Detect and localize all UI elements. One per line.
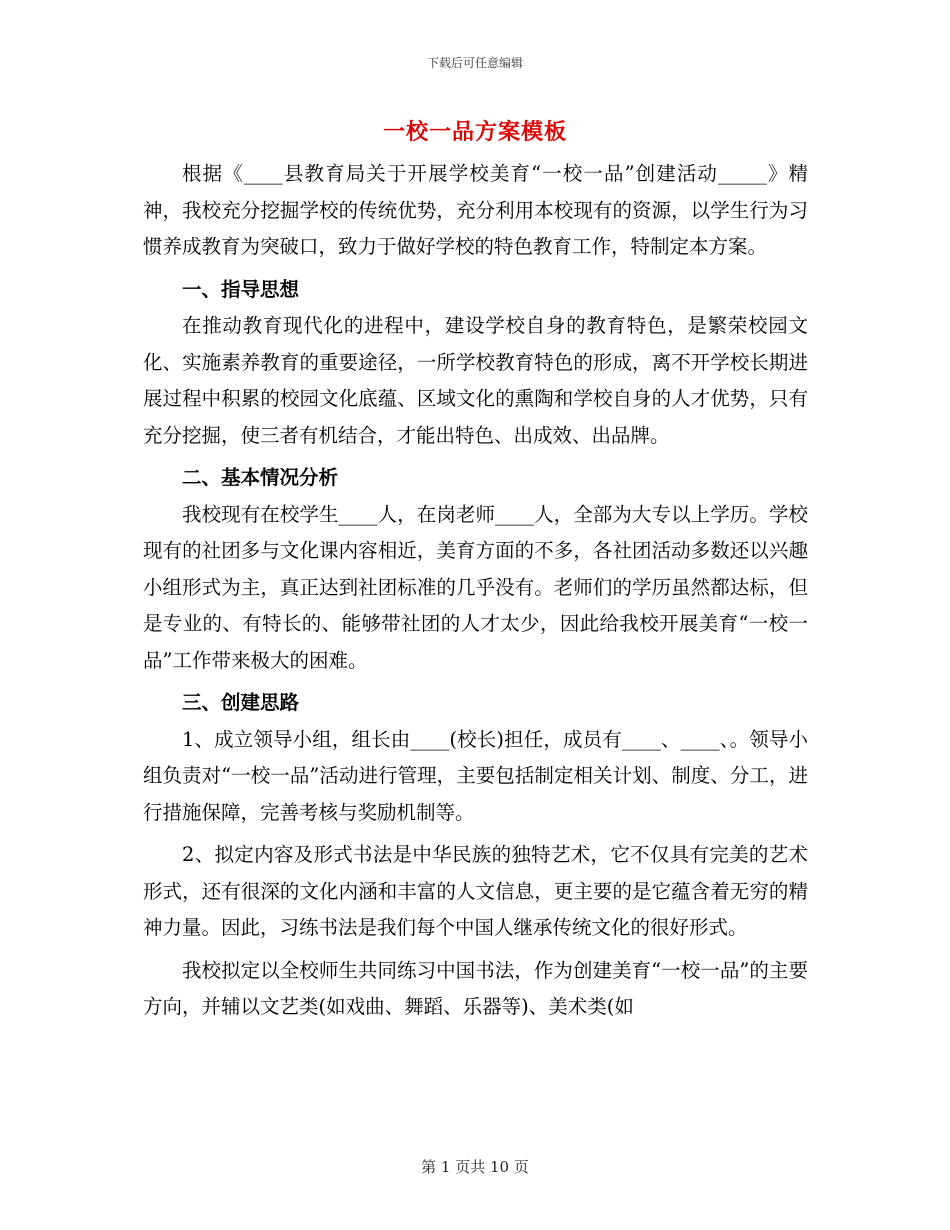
body-paragraph: 我校现有在校学生____人，在岗老师____人，全部为大专以上学历。学校现有的社团多与文化课内容相近，美育方面的不多，各社团活动多数还以兴趣小组形式为主，真正达到社团标准的几乎没有。老师们的学历虽然都达标，但是专业的、有特长的、能够带社团的人才太少，因此给我校开展美育“一校一品”工作带来极大的困难。 bbox=[143, 502, 808, 672]
body-paragraph: 我校拟定以全校师生共同练习中国书法，作为创建美育“一校一品”的主要方向，并辅以文艺类(如戏曲、舞蹈、乐器等)、美术类(如 bbox=[143, 958, 808, 1018]
section-heading-creation-ideas: 三、创建思路 bbox=[182, 691, 300, 714]
body-paragraph: 在推动教育现代化的进程中，建设学校自身的教育特色，是繁荣校园文化、实施素养教育的重要途径，一所学校教育特色的形成，离不开学校长期进展过程中积累的校园文化底蕴、区域文化的熏陶和学校自身的人才优势，只有充分挖掘，使三者有机结合，才能出特色、出成效、出品牌。 bbox=[143, 314, 808, 447]
section-heading-guiding-ideology: 一、指导思想 bbox=[182, 277, 300, 301]
document-title: 一校一品方案模板 bbox=[382, 119, 567, 145]
body-paragraph: 1、成立领导小组，组长由____(校长)担任，成员有____、____、。领导小组负责对“一校一品”活动进行管理，主要包括制定相关计划、制度、分工，进行措施保障，完善考核与奖励机制等。 bbox=[143, 727, 808, 824]
page-number-footer: 第 1 页共 10 页 bbox=[421, 1158, 529, 1176]
section-heading-situation-analysis: 二、基本情况分析 bbox=[182, 466, 339, 489]
body-paragraph: 2、拟定内容及形式书法是中华民族的独特艺术，它不仅具有完美的艺术形式，还有很深的文化内涵和丰富的人文信息，更主要的是它蕴含着无穷的精神力量。因此，习练书法是我们每个中国人继承传统文化的很好形式。 bbox=[143, 843, 808, 939]
page-header-note: 下载后可任意编辑 bbox=[426, 56, 523, 70]
intro-paragraph: 根据《____县教育局关于开展学校美育“一校一品”创建活动_____》精神，我校充分挖掘学校的传统优势，充分利用本校现有的资源，以学生行为习惯养成教育为突破口，致力于做好学校的特色教育工作，特制定本方案。 bbox=[143, 162, 808, 258]
document-body bbox=[143, 156, 808, 1026]
